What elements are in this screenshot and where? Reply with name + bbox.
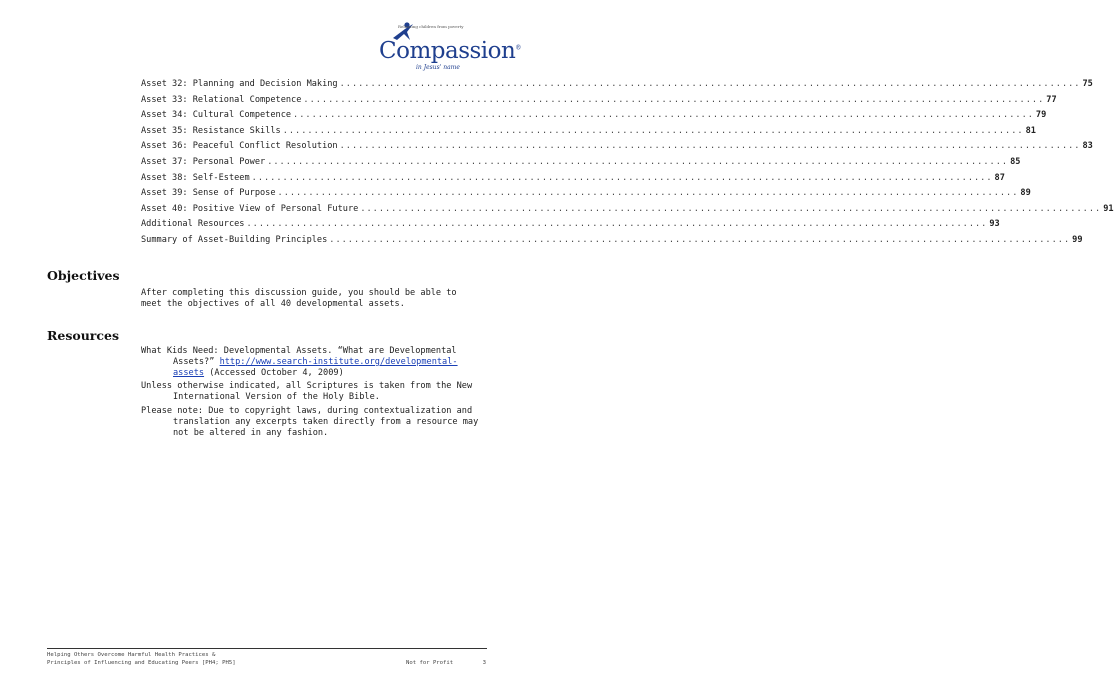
toc-entry-page: 91 [1103,203,1114,214]
footer-divider [47,648,487,649]
resource-item: Unless otherwise indicated, all Scriptures is taken from the New International Version of the Holy Bible. [141,381,473,403]
toc-entry-title: Asset 35: Resistance Skills [141,125,281,136]
toc-entry-page: 79 [1035,110,1047,121]
toc-leader-dots: ........................................................................................................................ [282,125,1024,136]
toc-entry[interactable] [141,79,1093,95]
toc-entry[interactable] [141,219,1000,235]
toc-entry-title: Summary of Asset-Building Principles [141,234,328,245]
toc-leader-dots: ........................................................................................................................ [251,172,993,183]
toc-leader-dots: ........................................................................................................................ [293,110,1034,121]
toc-entry[interactable] [141,125,1036,142]
toc-entry-page: 83 [1082,141,1093,152]
toc-entry-page: 75 [1082,79,1093,89]
toc-entry[interactable] [141,94,1057,111]
toc-entry-title: Asset 38: Self-Esteem [141,172,250,183]
toc-leader-dots: ........................................................................................................................ [246,219,988,230]
toc-entry[interactable] [141,188,1031,204]
toc-entry-page: 77 [1046,94,1057,105]
footer-meta [406,659,486,667]
footer-status: Not for Profit [406,660,454,666]
toc-entry-page: 87 [994,172,1005,183]
toc-entry-page: 85 [1010,156,1021,167]
toc-leader-dots: ........................................................................................................................ [267,156,1009,167]
toc-entry-title: Asset 32: Planning and Decision Making [141,79,338,89]
toc-entry-title: Asset 34: Cultural Competence [141,110,292,121]
toc-entry[interactable] [141,141,1093,157]
resource-link[interactable]: http://www.search-institute.org/developmental-assets [173,356,458,378]
toc-entry-title: Asset 33: Relational Competence [141,94,302,105]
logo-tagline: Releasing children from poverty [398,24,464,29]
toc-leader-dots: ........................................................................................................................ [360,203,1102,214]
toc-entry-title: Asset 36: Peaceful Conflict Resolution [141,141,338,152]
toc-leader-dots: ........................................................................................................................ [339,141,1081,152]
toc-entry[interactable] [141,203,1114,220]
toc-leader-dots: ........................................................................................................................ [329,234,1071,245]
objectives-text: After completing this discussion guide, you should be able to meet the objectives of all 40 developmental assets. [141,288,457,310]
toc-entry-page: 99 [1072,234,1083,245]
objectives-heading: Objectives [47,268,120,283]
toc-entry[interactable] [141,172,1005,189]
toc-entry-page: 93 [989,219,1000,230]
resource-item: Please note: Due to copyright laws, during contextualization and translation any excerpts taken directly from a resource may not be altered in any fashion. [141,405,479,438]
page-number: 3 [482,660,486,666]
toc-entry[interactable] [141,110,1047,126]
logo-brand: Compassion® [379,38,521,64]
logo-subtitle: in Jesus' name [416,64,460,71]
toc-entry[interactable] [141,234,1083,251]
toc-entry-page: 89 [1020,188,1031,199]
toc-leader-dots: ........................................................................................................................ [277,188,1019,199]
table-of-contents [141,79,1114,251]
compassion-logo [376,22,521,72]
resources-heading: Resources [47,328,119,343]
toc-entry-title: Asset 37: Personal Power [141,156,266,167]
toc-leader-dots: ........................................................................................................................ [339,79,1081,89]
toc-entry-title: Asset 39: Sense of Purpose [141,188,276,199]
toc-entry-title: Additional Resources [141,219,245,230]
toc-entry-title: Asset 40: Positive View of Personal Future [141,203,359,214]
toc-leader-dots: ........................................................................................................................ [303,94,1045,105]
footer-title: Helping Others Overcome Harmful Health Practices & Principles of Influencing and Educating Peers [PH4; PH5] [47,652,236,666]
toc-entry[interactable] [141,156,1021,173]
toc-entry-page: 81 [1025,125,1036,136]
resource-item: What Kids Need: Developmental Assets. “What are Developmental Assets?” http://www.search-institute.org/developmental-assets (Accessed October 4, 2009) [141,346,458,378]
resources-list [141,346,481,441]
